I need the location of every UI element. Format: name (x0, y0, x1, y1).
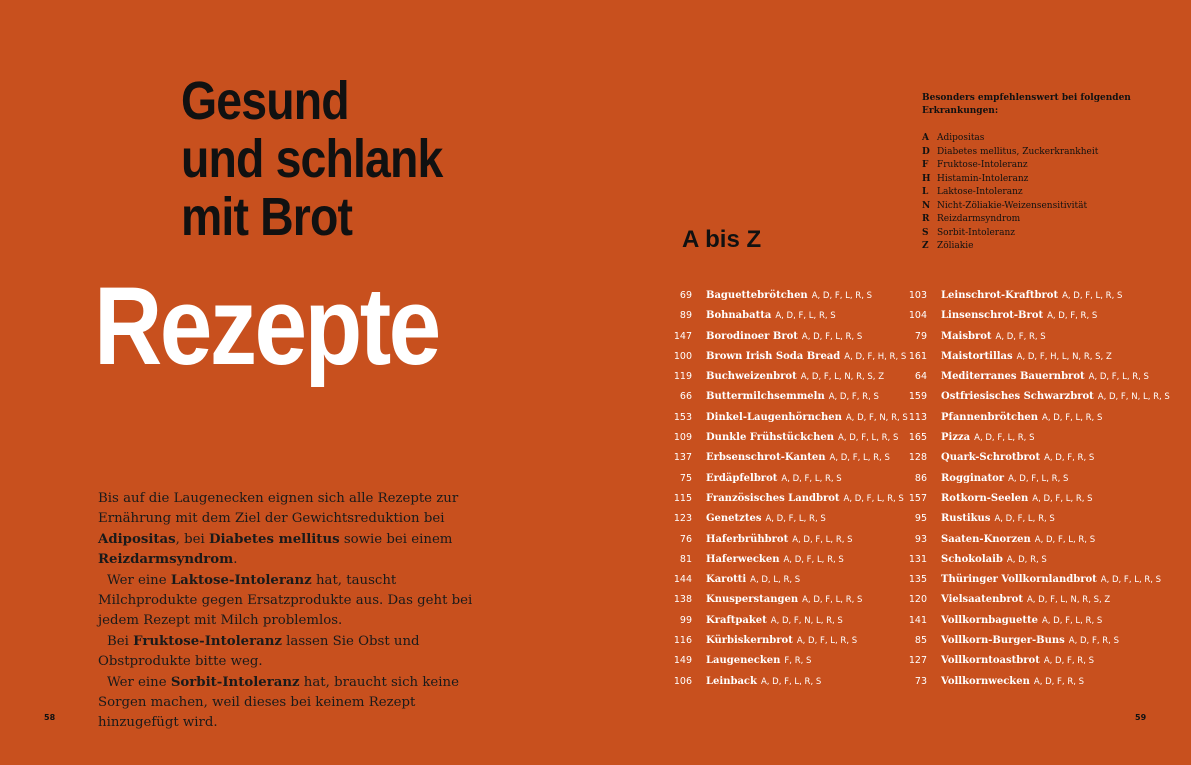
intro-text (98, 489, 498, 734)
entry-page-number: 69 (679, 290, 692, 301)
entry-recipe-name: Thüringer Vollkornlandbrot (941, 574, 1097, 586)
entry-codes: A, D, F, R, S (1033, 676, 1085, 687)
index-entry (663, 655, 908, 675)
entry-codes: A, D, F, R, S (1068, 636, 1119, 647)
legend-code: A (922, 133, 929, 143)
index-entry (663, 290, 908, 310)
entry-page-number: 85 (914, 635, 927, 647)
index-entry (663, 594, 908, 614)
legend-label: Histamin-Intoleranz (937, 173, 1029, 184)
entry-codes: F, R, S (784, 656, 812, 667)
intro-paragraph (98, 489, 498, 571)
entry-page-number: 73 (914, 675, 927, 687)
entry-recipe-name: Dunkle Frühstückchen (706, 432, 835, 444)
entry-recipe-name: Genetztes (706, 513, 762, 525)
entry-page-number: 165 (908, 432, 927, 444)
entry-recipe-name: Buttermilchsemmeln (706, 391, 825, 403)
index-entry (898, 655, 1170, 675)
entry-codes: A, D, F, L, R, S (811, 291, 873, 301)
entry-page-number: 113 (908, 411, 927, 423)
legend-label: Adipositas (937, 133, 985, 143)
legend-code: D (922, 146, 930, 157)
legend-label: Diabetes mellitus, Zuckerkrankheit (937, 146, 1099, 157)
index-entry (663, 554, 908, 574)
entry-recipe-name: Vielsaatenbrot (941, 594, 1023, 606)
entry-codes: A, D, F, L, R, S (838, 433, 899, 444)
entry-recipe-name: Saaten-Knorzen (941, 533, 1031, 545)
index-entry (898, 473, 1170, 493)
entry-codes: A, D, F, L, R, S (1041, 615, 1103, 626)
entry-codes: A, D, F, L, R, S (765, 514, 826, 525)
index-entry (663, 371, 908, 391)
entry-codes: A, D, F, L, R, S (760, 676, 822, 687)
index-entry (898, 371, 1170, 391)
index-entry (663, 574, 908, 594)
entry-page-number: 137 (673, 452, 692, 464)
index-title: A bis Z (682, 226, 762, 253)
index-entry (663, 452, 908, 472)
legend-label: Reizdarmsyndrom (937, 214, 1021, 224)
entry-page-number: 141 (908, 614, 927, 626)
intro-emphasis: Laktose-Intoleranz (170, 572, 312, 588)
entry-page-number: 149 (673, 655, 692, 667)
legend-list (922, 132, 1152, 254)
legend-item (922, 240, 1152, 254)
entry-page-number: 66 (679, 391, 692, 403)
entry-codes: A, D, F, L, R, S (775, 311, 836, 322)
entry-recipe-name: Maisbrot (941, 330, 992, 342)
index-entry (663, 432, 908, 452)
entry-recipe-name: Brown Irish Soda Bread (706, 350, 841, 362)
entry-codes: A, D, F, L, R, S (994, 514, 1055, 525)
entry-page-number: 81 (679, 553, 692, 565)
entry-page-number: 100 (673, 350, 692, 362)
legend (922, 92, 1152, 254)
intro-text-run: lassen Sie Obst und Obstprodukte bitte weg. (98, 633, 420, 670)
entry-recipe-name: Vollkornbaguette (941, 614, 1038, 626)
intro-text-run: Bei (107, 633, 134, 649)
entry-page-number: 115 (673, 492, 692, 504)
entry-recipe-name: Pizza (941, 432, 971, 444)
intro-paragraph (98, 673, 498, 734)
entry-recipe-name: Borodinoer Brot (706, 330, 798, 342)
legend-code: S (922, 227, 929, 238)
entry-page-number: 128 (908, 452, 927, 464)
headline-line: Gesund (181, 71, 349, 131)
big-title: Rezepte (94, 265, 439, 388)
entry-recipe-name: Quark-Schrotbrot (941, 452, 1041, 464)
entry-recipe-name: Baguettebrötchen (706, 290, 808, 301)
entry-codes: A, D, F, L, R, S (1032, 493, 1093, 504)
intro-text-run: . (233, 552, 238, 568)
intro-text-run: Wer eine (107, 674, 171, 690)
entry-codes: A, D, L, R, S (750, 575, 801, 586)
entry-page-number: 109 (673, 432, 692, 444)
entry-codes: A, D, F, L, R, S (802, 595, 863, 606)
intro-paragraph (98, 571, 498, 632)
legend-item (922, 213, 1152, 227)
index-column-right (898, 290, 1170, 696)
entry-page-number: 120 (908, 594, 927, 606)
entry-page-number: 147 (673, 330, 692, 342)
index-entry (898, 412, 1170, 432)
index-entry (898, 513, 1170, 533)
headline-line: mit Brot (181, 187, 353, 247)
entry-recipe-name: Vollkornwecken (941, 675, 1030, 687)
intro-text-run: hat, tauscht Milchprodukte gegen Ersatzprodukte aus. Das geht bei jedem Rezept mit Milch problemlos. (98, 572, 473, 629)
index-entry (663, 412, 908, 432)
index-entry (898, 676, 1170, 696)
index-entry (898, 594, 1170, 614)
entry-recipe-name: Knusperstangen (706, 594, 799, 606)
entry-codes: A, D, F, L, R, S (796, 636, 858, 647)
index-entry (898, 432, 1170, 452)
intro-text-run: Bis auf die Laugenecken eignen sich alle Rezepte zur Ernährung mit dem Ziel der Gewichtsreduktion bei (98, 491, 459, 527)
index-entry (663, 635, 908, 655)
entry-recipe-name: Karotti (706, 574, 747, 586)
entry-codes: A, D, F, L, R, S (843, 493, 904, 504)
entry-codes: A, D, F, L, R, S (1034, 534, 1096, 545)
entry-recipe-name: Haferbrühbrot (706, 533, 789, 545)
entry-codes: A, D, F, L, R, S (1088, 372, 1149, 383)
entry-recipe-name: Vollkorn-Burger-Buns (941, 635, 1065, 647)
entry-codes: A, D, F, N, R, S (845, 412, 908, 423)
entry-page-number: 131 (908, 553, 927, 565)
legend-item (922, 200, 1152, 214)
entry-codes: A, D, R, S (1006, 554, 1047, 565)
entry-page-number: 153 (673, 411, 692, 423)
index-entry (663, 513, 908, 533)
entry-codes: A, D, F, L, R, S (1062, 291, 1123, 301)
entry-codes: A, D, F, R, S (1043, 656, 1094, 667)
entry-codes: A, D, F, L, R, S (829, 453, 890, 464)
legend-item (922, 173, 1152, 187)
entry-recipe-name: Erdäpfelbrot (706, 472, 778, 484)
legend-code: N (922, 200, 931, 211)
entry-page-number: 119 (673, 371, 692, 383)
entry-page-number: 106 (673, 675, 692, 687)
index-entry (898, 493, 1170, 513)
index-entry (663, 351, 908, 371)
entry-codes: A, D, F, N, L, R, S (770, 615, 843, 626)
entry-page-number: 93 (914, 533, 927, 545)
entry-recipe-name: Laugenecken (706, 655, 781, 667)
index-entry (663, 676, 908, 696)
entry-codes: A, D, F, L, R, S (792, 534, 853, 545)
index-column-left (663, 290, 908, 696)
legend-code: H (922, 173, 931, 184)
entry-recipe-name: Rotkorn-Seelen (941, 492, 1029, 504)
index-entry (663, 473, 908, 493)
entry-codes: A, D, F, R, S (1047, 311, 1098, 322)
entry-page-number: 76 (679, 533, 692, 545)
page-number-left: 58 (44, 713, 56, 722)
intro-text-run: , bei (175, 531, 209, 547)
index-entry (898, 310, 1170, 330)
index-entry (898, 452, 1170, 472)
legend-label: Nicht-Zöliakie-Weizensensitivität (937, 200, 1088, 211)
entry-recipe-name: Buchweizenbrot (706, 371, 797, 383)
index-entry (898, 534, 1170, 554)
index-entry (663, 310, 908, 330)
index-entry (663, 534, 908, 554)
index-entry (898, 615, 1170, 635)
legend-item (922, 186, 1152, 200)
legend-code: Z (922, 241, 929, 251)
entry-page-number: 159 (908, 391, 927, 403)
page-number-right: 59 (1135, 713, 1147, 722)
entry-page-number: 99 (679, 614, 692, 626)
entry-recipe-name: Pfannenbrötchen (941, 411, 1039, 423)
entry-recipe-name: Kürbiskernbrot (706, 635, 793, 647)
index-entry (663, 493, 908, 513)
entry-recipe-name: Mediterranes Bauernbrot (941, 371, 1085, 383)
intro-emphasis: Diabetes mellitus (208, 531, 340, 547)
legend-label: Sorbit-Intoleranz (937, 227, 1015, 238)
entry-recipe-name: Ostfriesisches Schwarzbrot (941, 391, 1094, 403)
entry-codes: A, D, F, L, R, S (974, 433, 1035, 444)
index-entry (898, 290, 1170, 310)
entry-recipe-name: Schokolaib (941, 553, 1003, 565)
entry-codes: A, D, F, L, R, S (783, 554, 844, 565)
entry-recipe-name: Leinschrot-Kraftbrot (941, 290, 1059, 301)
entry-recipe-name: Rogginator (941, 472, 1005, 484)
intro-emphasis: Adipositas (98, 531, 176, 547)
intro-emphasis: Fruktose-Intoleranz (133, 633, 282, 649)
legend-label: Laktose-Intoleranz (937, 187, 1023, 197)
entry-page-number: 64 (914, 371, 927, 383)
legend-item (922, 159, 1152, 173)
entry-page-number: 79 (914, 330, 927, 342)
index-entry (898, 554, 1170, 574)
index-entry (898, 391, 1170, 411)
entry-recipe-name: Bohnabatta (706, 310, 772, 322)
entry-page-number: 123 (673, 513, 692, 525)
entry-codes: A, D, F, H, L, N, R, S, Z (1016, 351, 1112, 362)
entry-recipe-name: Erbsenschrot-Kanten (706, 452, 826, 464)
legend-label: Zöliakie (937, 241, 974, 251)
headline-line: und schlank (181, 129, 443, 189)
left-page (0, 0, 595, 765)
intro-emphasis: Reizdarmsyndrom (98, 552, 234, 568)
entry-page-number: 138 (673, 594, 692, 606)
legend-heading: Besonders empfehlenswert bei folgenden Erkrankungen: (922, 93, 1131, 116)
entry-codes: A, D, F, L, N, R, S, Z (800, 372, 885, 383)
entry-codes: A, D, F, R, S (995, 331, 1046, 342)
intro-text-run: Wer eine (107, 572, 171, 588)
entry-codes: A, D, F, L, R, S (1008, 473, 1069, 484)
index-entry (898, 331, 1170, 351)
legend-code: R (922, 214, 930, 224)
entry-page-number: 161 (908, 350, 927, 362)
right-page (595, 0, 1191, 765)
entry-codes: A, D, F, R, S (1044, 453, 1095, 464)
intro-paragraph (98, 632, 498, 673)
entry-page-number: 86 (914, 472, 927, 484)
index-entry (898, 635, 1170, 655)
entry-page-number: 144 (673, 574, 692, 586)
legend-code: L (922, 187, 929, 197)
headline (181, 72, 442, 246)
entry-page-number: 75 (679, 472, 692, 484)
entry-recipe-name: Vollkorntoastbrot (941, 655, 1040, 667)
entry-codes: A, D, F, L, R, S (1042, 412, 1103, 423)
entry-codes: A, D, F, L, R, S (1100, 575, 1162, 586)
entry-recipe-name: Französisches Landbrot (706, 492, 840, 504)
entry-codes: A, D, F, H, R, S (844, 351, 907, 362)
entry-recipe-name: Kraftpaket (706, 614, 767, 626)
entry-recipe-name: Rustikus (941, 513, 991, 525)
legend-item (922, 227, 1152, 241)
entry-recipe-name: Leinback (706, 675, 757, 687)
entry-page-number: 135 (908, 574, 927, 586)
index-entry (898, 351, 1170, 371)
intro-text-run: sowie bei einem (339, 531, 453, 547)
entry-page-number: 89 (679, 310, 692, 322)
entry-codes: A, D, F, L, R, S (781, 473, 842, 484)
entry-recipe-name: Dinkel-Laugenhörnchen (706, 411, 842, 423)
entry-page-number: 95 (914, 513, 927, 525)
index-entry (663, 391, 908, 411)
entry-codes: A, D, F, L, R, S (801, 331, 863, 342)
entry-page-number: 127 (908, 655, 927, 667)
entry-codes: A, D, F, N, L, R, S (1097, 392, 1170, 403)
legend-item (922, 132, 1152, 146)
legend-item (922, 146, 1152, 160)
index-entry (663, 615, 908, 635)
entry-codes: A, D, F, L, N, R, S, Z (1026, 595, 1111, 606)
entry-page-number: 103 (908, 290, 927, 301)
index-entry (663, 331, 908, 351)
entry-recipe-name: Haferwecken (706, 553, 780, 565)
intro-emphasis: Sorbit-Intoleranz (170, 674, 300, 690)
entry-recipe-name: Maistortillas (941, 350, 1013, 362)
index-entry (898, 574, 1170, 594)
entry-codes: A, D, F, R, S (828, 392, 879, 403)
legend-code: F (922, 160, 929, 170)
entry-page-number: 116 (673, 635, 692, 647)
entry-page-number: 157 (908, 492, 927, 504)
intro-text-run: hat, braucht sich keine Sorgen machen, weil dieses bei keinem Rezept hinzugefügt wird. (98, 674, 459, 731)
legend-label: Fruktose-Intoleranz (937, 160, 1028, 170)
entry-page-number: 104 (908, 310, 927, 322)
entry-recipe-name: Linsenschrot-Brot (941, 310, 1044, 322)
